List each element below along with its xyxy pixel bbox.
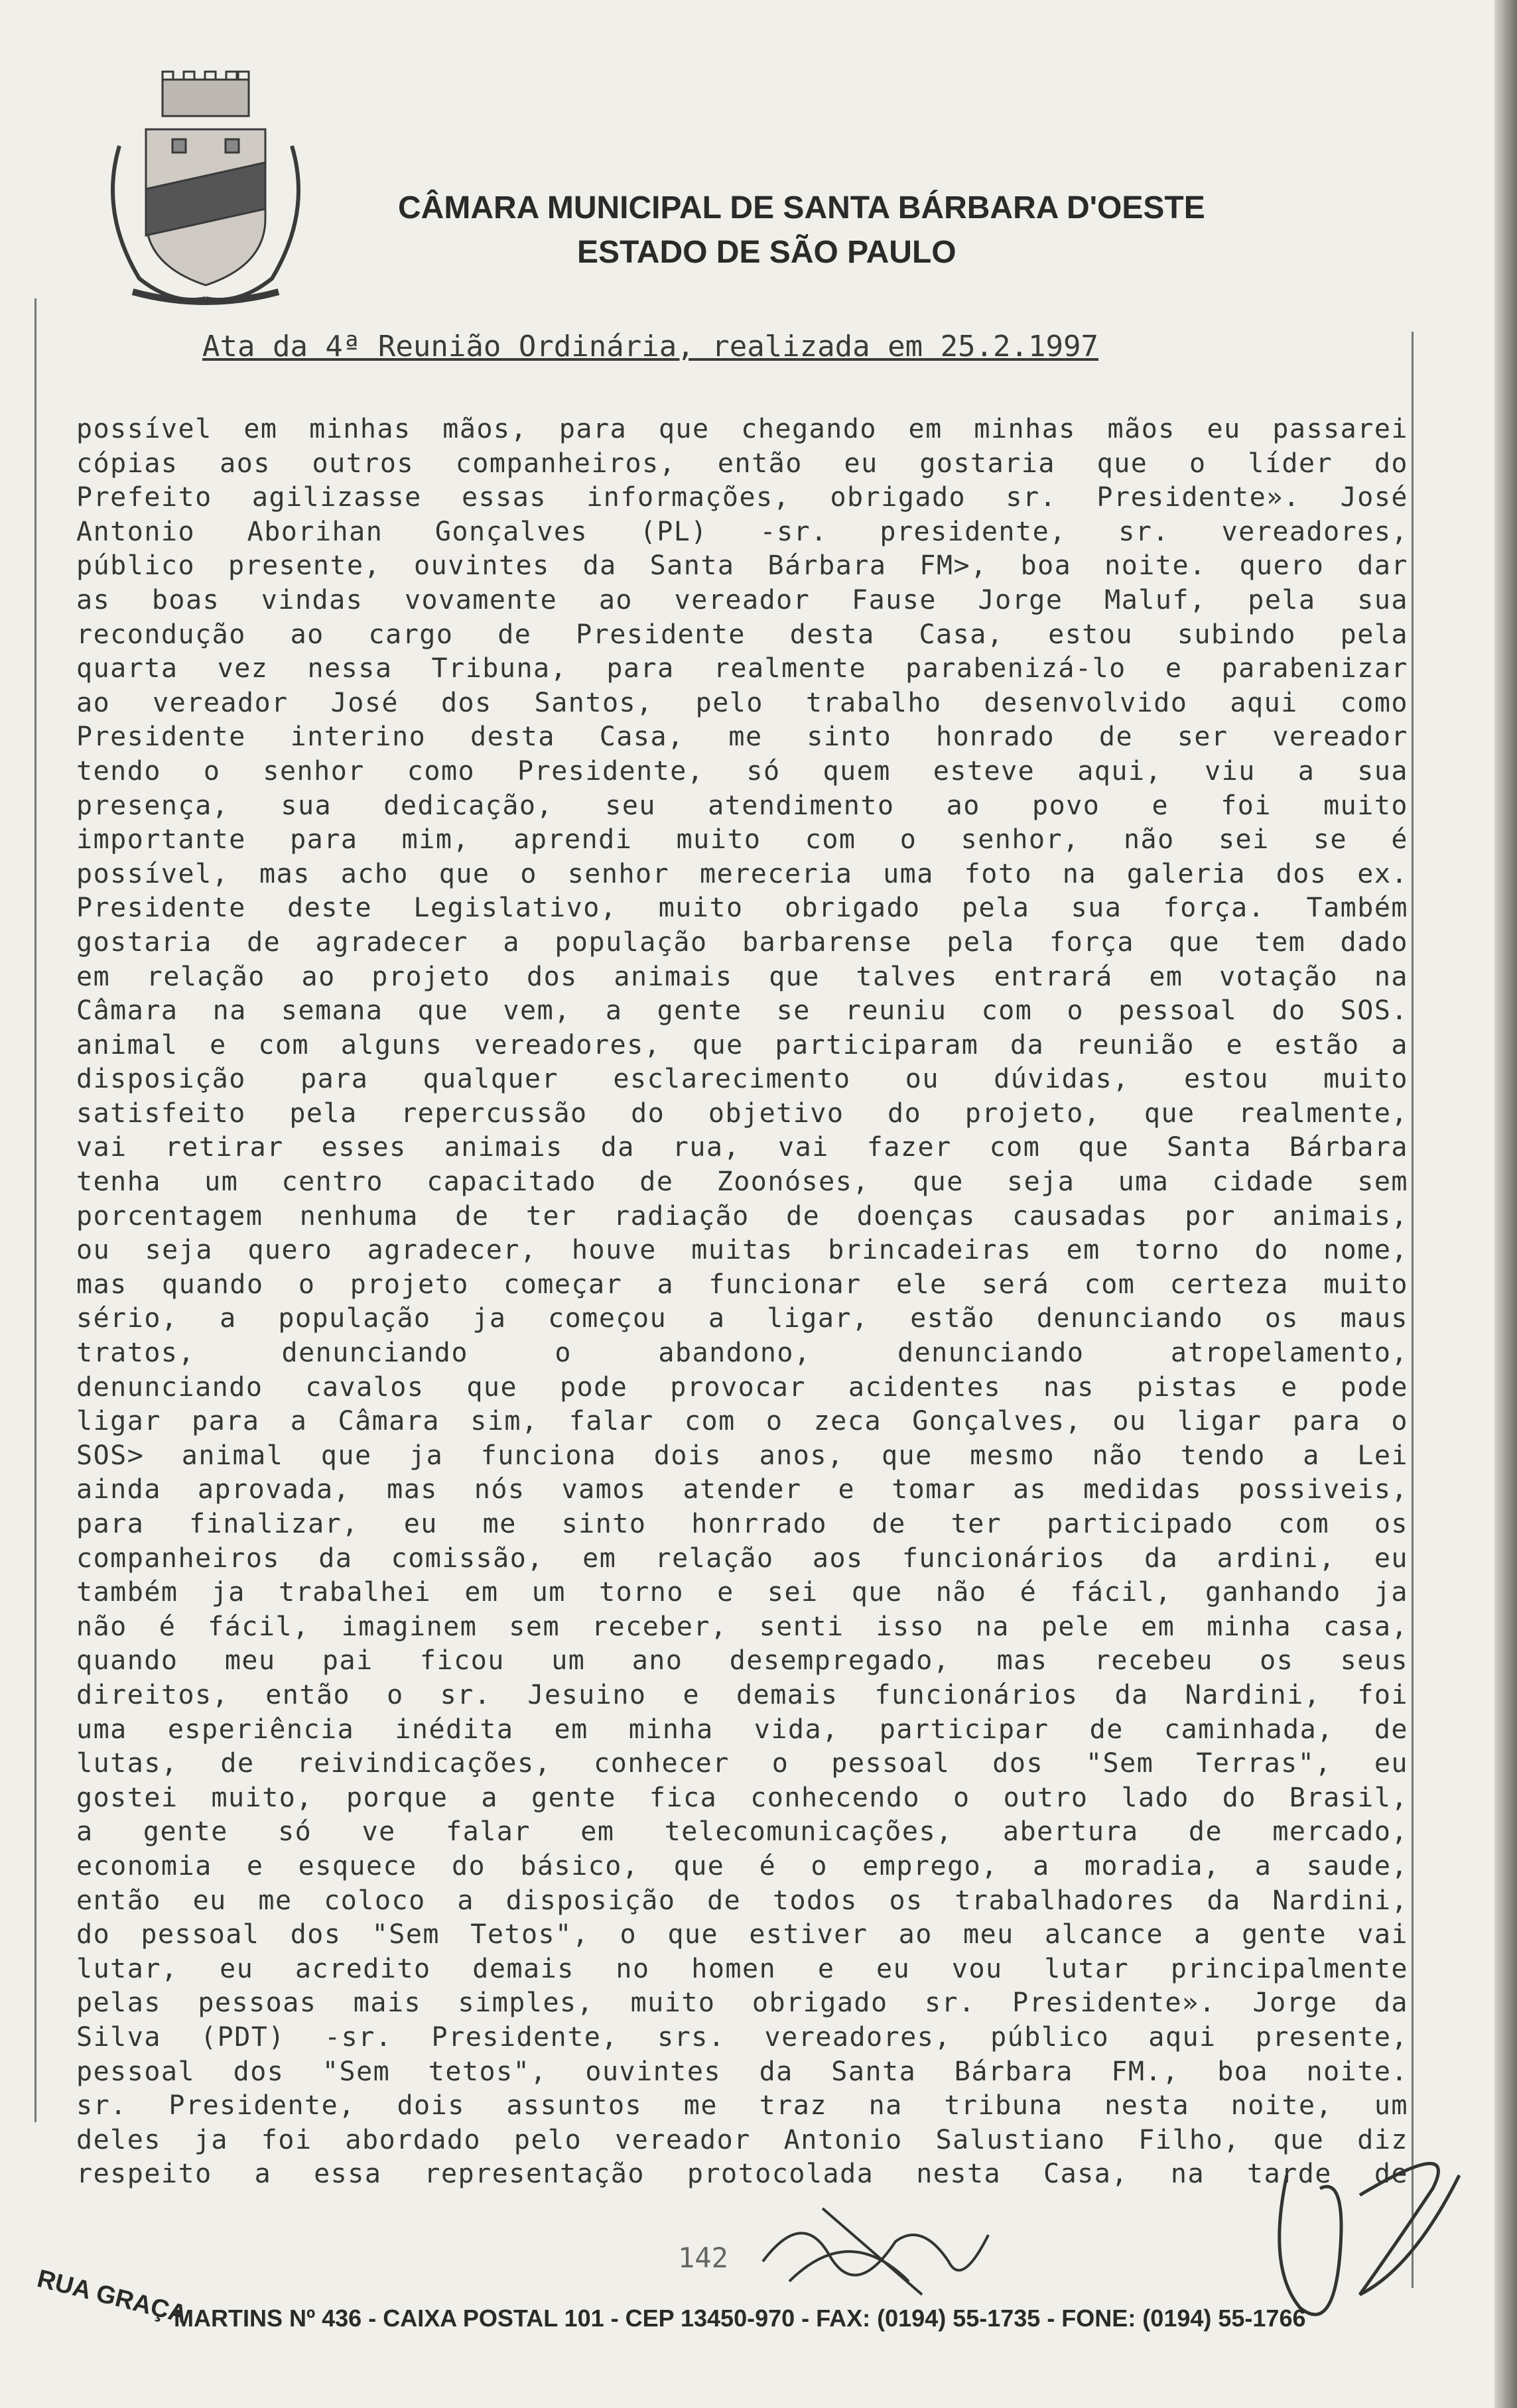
body-line: Presidente deste Legislativo, muito obrigado pela sua força. Também [76,893,1408,924]
body-line: pelas pessoas mais simples, muito obrigado sr. Presidente». Jorge da [76,1988,1408,2019]
body-line: ou seja quero agradecer, houve muitas brincadeiras em torno do nome, [76,1235,1408,1266]
body-line: possível em minhas mãos, para que chegando em minhas mãos eu passarei [76,414,1408,444]
left-margin-rule [34,298,36,2122]
body-line: pessoal dos "Sem tetos", ouvintes da Santa Bárbara FM., boa noite. [76,2056,1408,2087]
body-line: tratos, denunciando o abandono, denunciando atropelamento, [76,1338,1408,1369]
body-line: SOS> animal que ja funciona dois anos, que mesmo não tendo a Lei [76,1440,1408,1471]
body-line: Câmara na semana que vem, a gente se reuniu com o pessoal do SOS. [76,995,1408,1027]
body-line: companheiros da comissão, em relação aos funcionários da ardini, eu [76,1543,1408,1574]
body-line: lutar, eu acredito demais no homen e eu vou lutar principalmente [76,1953,1408,1984]
body-line: economia e esquece do básico, que é o emprego, a moradia, a saude, [76,1850,1408,1881]
body-line: ao vereador José dos Santos, pelo trabalho desenvolvido aqui como [76,687,1408,718]
institution-title: CÂMARA MUNICIPAL DE SANTA BÁRBARA D'OESTE [398,190,1205,225]
body-line: ainda aprovada, mas nós vamos atender e tomar as medidas possiveis, [76,1474,1408,1505]
body-line: disposição para qualquer esclarecimento ou dúvidas, estou muito [76,1064,1408,1095]
minutes-heading: Ata da 4ª Reunião Ordinária, realizada em 25.2.1997 [202,330,1099,363]
body-line: em relação ao projeto dos animais que talves entrará em votação na [76,961,1408,992]
body-line: cópias aos outros companheiros, então eu gostaria que o líder do [76,448,1408,479]
body-line: quarta vez nessa Tribuna, para realmente parabenizá-lo e parabenizar [76,653,1408,684]
body-line: gostei muito, porque a gente fica conhecendo o outro lado do Brasil, [76,1782,1408,1813]
body-line: presença, sua dedicação, seu atendimento ao povo e foi muito [76,790,1408,821]
body-line: possível, mas acho que o senhor mereceria uma foto na galeria dos ex. [76,858,1408,889]
body-line: as boas vindas vovamente ao vereador Fause Jorge Maluf, pela sua [76,584,1408,615]
body-line: Prefeito agilizasse essas informações, obrigado sr. Presidente». José [76,482,1408,513]
body-line: tenha um centro capacitado de Zoonóses, que seja uma cidade sem [76,1167,1408,1198]
body-line: tendo o senhor como Presidente, só quem esteve aqui, viu a sua [76,755,1408,787]
coat-of-arms-icon [93,66,318,312]
body-line: gostaria de agradecer a população barbarense pela força que tem dado [76,926,1408,958]
body-line: respeito a essa representação protocolada nesta Casa, na tarde de [76,2159,1408,2190]
body-line: satisfeito pela repercussão do objetivo do projeto, que realmente, [76,1098,1408,1129]
body-line: também ja trabalhei em um torno e sei que não é fácil, ganhando ja [76,1577,1408,1608]
body-line: uma esperiência inédita em minha vida, participar de caminhada, de [76,1714,1408,1745]
address-footer [34,2258,1434,2351]
body-line: denunciando cavalos que pode provocar acidentes nas pistas e pode [76,1371,1408,1403]
state-subtitle: ESTADO DE SÃO PAULO [577,235,956,270]
body-line: deles ja foi abordado pelo vereador Antonio Salustiano Filho, que diz [76,2124,1408,2155]
page-edge-shadow [1494,0,1517,2408]
body-line: mas quando o projeto começar a funcionar ele será com certeza muito [76,1269,1408,1300]
minutes-body [76,412,1408,2192]
right-margin-rule [1412,332,1414,2288]
body-line: importante para mim, aprendi muito com o senhor, não sei se é [76,824,1408,855]
body-line: para finalizar, eu me sinto honrrado de ter participado com os [76,1509,1408,1539]
body-line: do pessoal dos "Sem Tetos", o que estiver ao meu alcance a gente vai [76,1919,1408,1950]
body-line: sério, a população ja começou a ligar, estão denunciando os maus [76,1303,1408,1334]
body-line: lutas, de reivindicações, conhecer o pessoal dos "Sem Terras", eu [76,1748,1408,1779]
body-line: público presente, ouvintes da Santa Bárbara FM>, boa noite. quero dar [76,550,1408,582]
body-line: Silva (PDT) -sr. Presidente, srs. vereadores, público aqui presente, [76,2021,1408,2053]
body-line: Presidente interino desta Casa, me sinto honrado de ser vereador [76,722,1408,753]
body-line: direitos, então o sr. Jesuino e demais funcionários da Nardini, foi [76,1679,1408,1710]
body-line: quando meu pai ficou um ano desempregado, mas recebeu os seus [76,1645,1408,1677]
body-line: ligar para a Câmara sim, falar com o zeca Gonçalves, ou ligar para o [76,1406,1408,1437]
body-line: animal e com alguns vereadores, que participaram da reunião e estão a [76,1029,1408,1060]
footer-street: RUA GRAÇA [34,2265,190,2329]
page-number: 142 [678,2242,728,2274]
body-line: sr. Presidente, dois assuntos me traz na tribuna nesta noite, um [76,2090,1408,2122]
body-line: não é fácil, imaginem sem receber, senti isso na pele em minha casa, [76,1611,1408,1642]
body-line: vai retirar esses animais da rua, vai fazer com que Santa Bárbara [76,1132,1408,1163]
body-line: recondução ao cargo de Presidente desta Casa, estou subindo pela [76,619,1408,650]
body-line: porcentagem nenhuma de ter radiação de doenças causadas por animais, [76,1200,1408,1232]
footer-contact: MARTINS Nº 436 - CAIXA POSTAL 101 - CEP 13450-970 - FAX: (0194) 55-1735 - FONE: (0194) 55-1766 [174,2305,1306,2332]
body-line: a gente só ve falar em telecomunicações, abertura de mercado, [76,1816,1408,1848]
body-line: então eu me coloco a disposição de todos os trabalhadores da Nardini, [76,1885,1408,1916]
body-line: Antonio Aborihan Gonçalves (PL) -sr. presidente, sr. vereadores, [76,516,1408,547]
